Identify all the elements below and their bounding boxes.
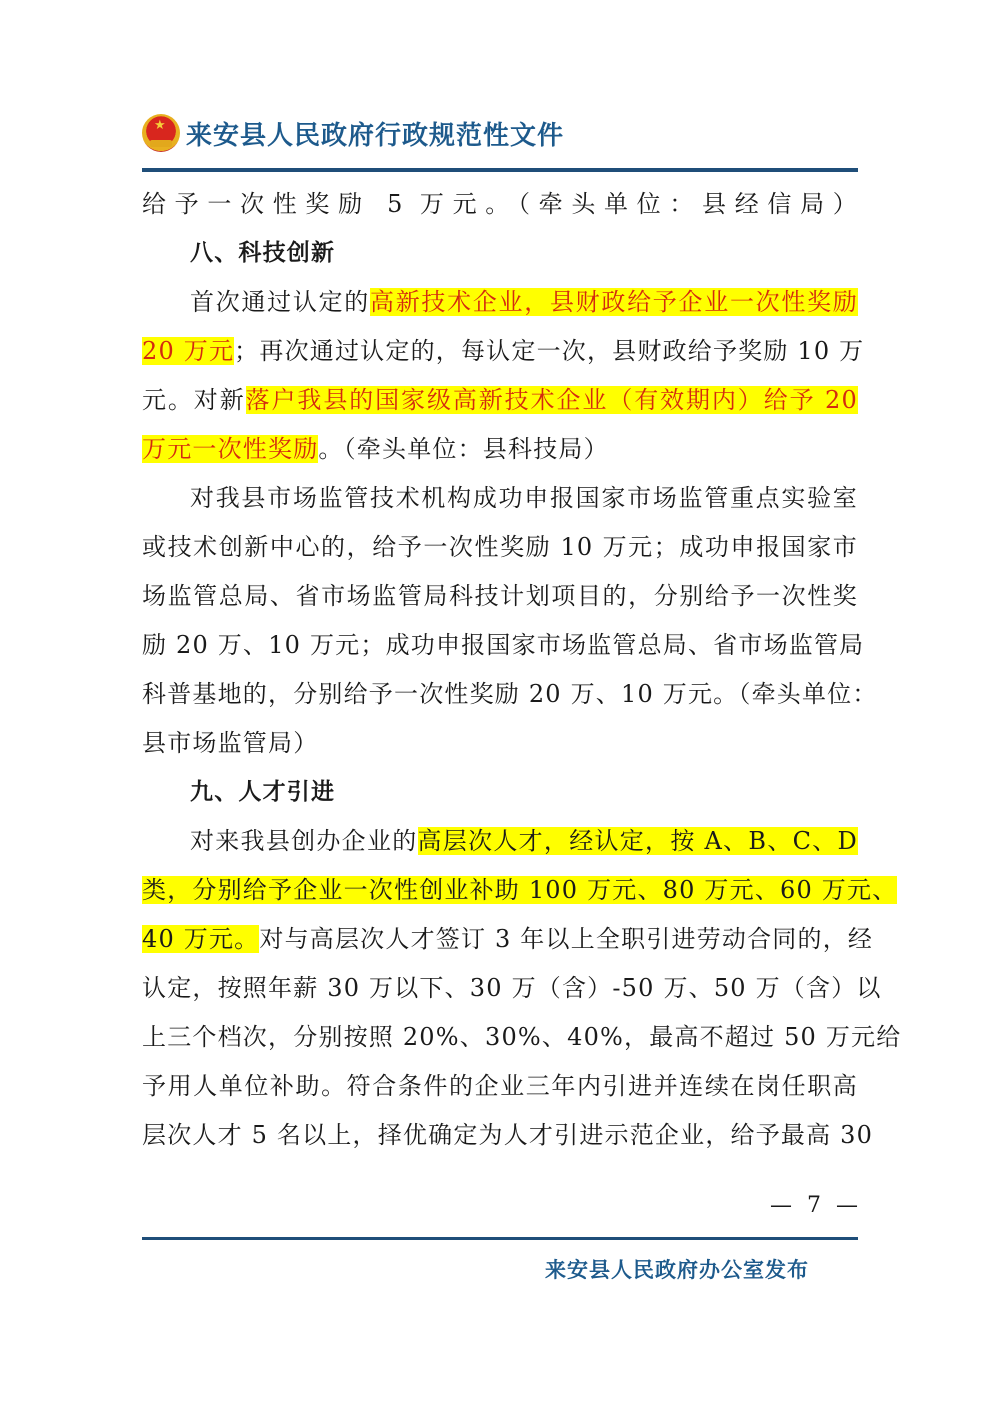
- highlighted-text: 类，分别给予企业一次性创业补助 100 万元、80 万元、60 万元、: [142, 876, 898, 904]
- paragraph-line: 上三个档次，分别按照 20%、30%、40%，最高不超过 50 万元给: [142, 1023, 902, 1051]
- national-emblem-icon: [142, 114, 180, 152]
- highlighted-text: 40 万元。: [142, 925, 260, 953]
- text-run: 对来我县创办企业的: [190, 827, 418, 855]
- text-run: ；再次通过认定的，每认定一次，县财政给予奖励 10 万: [234, 337, 865, 365]
- text-run: 。（牵头单位：县科技局）: [318, 435, 609, 463]
- document-body: [142, 180, 902, 1160]
- highlighted-text: 落户我县的国家级高新技术企业（有效期内）给予 20: [245, 386, 858, 414]
- highlighted-text: 高新技术企业，县财政给予企业一次性奖励: [369, 288, 858, 316]
- header-title: 来安县人民政府行政规范性文件: [186, 120, 565, 151]
- paragraph-line: [142, 866, 898, 915]
- highlighted-text: 20 万元: [142, 337, 235, 365]
- text-run: 元。对新: [142, 386, 246, 414]
- paragraph-line: 层次人才 5 名以上，择优确定为人才引进示范企业，给予最高 30: [142, 1121, 874, 1149]
- paragraph-line: [142, 915, 874, 964]
- text-run: 首次通过认定的: [190, 288, 370, 316]
- document-header: [142, 108, 564, 158]
- paragraph-line: 给予一次性奖励 5 万元。（牵头单位：县经信局）: [142, 190, 858, 218]
- footer-divider: [142, 1237, 858, 1240]
- paragraph-line: [142, 376, 858, 425]
- paragraph-line: 或技术创新中心的，给予一次性奖励 10 万元；成功申报国家市: [142, 533, 858, 561]
- paragraph-line: 县市场监管局）: [142, 729, 319, 757]
- section-heading-9: 九、人才引进: [190, 779, 336, 805]
- text-run: 对与高层次人才签订 3 年以上全职引进劳动合同的，经: [259, 925, 874, 953]
- publisher-footer: 来安县人民政府办公室发布: [545, 1258, 809, 1282]
- section-heading-8: 八、科技创新: [190, 240, 336, 266]
- highlighted-text: 高层次人才，经认定，按 A、B、C、D: [417, 827, 858, 855]
- paragraph-line: [142, 327, 865, 376]
- paragraph-line: 认定，按照年薪 30 万以下、30 万（含）-50 万、50 万（含）以: [142, 974, 882, 1002]
- paragraph-line: [142, 278, 858, 327]
- header-divider: [142, 168, 858, 172]
- paragraph-line: 科普基地的，分别给予一次性奖励 20 万、10 万元。（牵头单位：: [142, 680, 878, 708]
- paragraph-line: 场监管总局、省市场监管局科技计划项目的，分别给予一次性奖: [142, 582, 858, 610]
- page-number: — 7 —: [770, 1193, 862, 1218]
- paragraph-line: [142, 425, 858, 474]
- paragraph-line: 予用人单位补助。符合条件的企业三年内引进并连续在岗任职高: [142, 1072, 858, 1100]
- paragraph-line: 对我县市场监管技术机构成功申报国家市场监管重点实验室: [190, 484, 858, 512]
- highlighted-text: 万元一次性奖励: [142, 435, 319, 463]
- paragraph-line: 励 20 万、10 万元；成功申报国家市场监管总局、省市场监管局: [142, 631, 865, 659]
- paragraph-line: [142, 817, 858, 866]
